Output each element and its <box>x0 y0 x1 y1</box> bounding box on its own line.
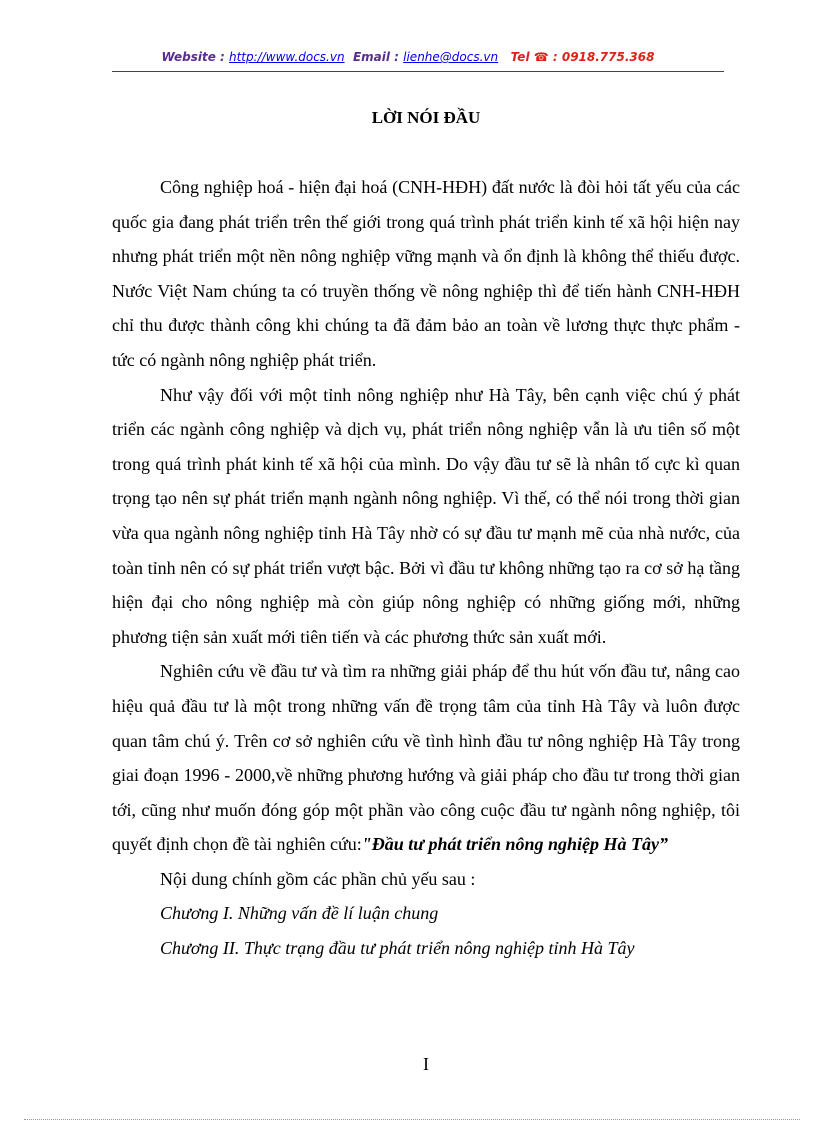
page-bottom-divider <box>24 1119 800 1120</box>
email-link[interactable]: lienhe@docs.vn <box>403 50 499 64</box>
chapter-2: Chương II. Thực trạng đầu tư phát triển nông nghiệp tỉnh Hà Tây <box>160 938 635 959</box>
chapter-1: Chương I. Những vấn đề lí luận chung <box>160 903 439 924</box>
page-header <box>0 50 816 64</box>
telephone-info: Tel ☎ : 0918.775.368 <box>510 50 655 64</box>
paragraph-3-text: Nghiên cứu về đầu tư và tìm ra những giải pháp để thu hút vốn đầu tư, nâng cao hiệu quả đầu tư là một trong những vấn đề trọng tâm của tỉnh Hà Tây và luôn được quan tâm chú ý. Trên cơ sở nghiên cứu về tình hình đầu tư nông nghiệp Hà Tây trong giai đoạn 1996 - 2000,về những phương hướng và giải pháp cho đầu tư trong thời gian tới, cũng như muốn đóng góp một phần vào công cuộc đầu tư ngành nông nghiệp, tôi quyết định chọn đề tài nghiên cứu: <box>112 661 740 855</box>
document-title: LỜI NÓI ĐẦU <box>371 108 481 127</box>
email-label: Email : <box>352 50 404 64</box>
research-topic: "Đầu tư phát triển nông nghiệp Hà Tây” <box>361 834 669 855</box>
paragraph-1: Công nghiệp hoá - hiện đại hoá (CNH-HĐH) đất nước là đòi hỏi tất yếu của các quốc gia đang phát triển trên thế giới trong quá trình phát triển kinh tế xã hội hiện nay nhưng phát triển một nền nông nghiệp vững mạnh và ổn định là không thể thiếu được. Nước Việt Nam chúng ta có truyền thống về nông nghiệp thì để tiến hành CNH-HĐH chỉ thu được thành công khi chúng ta đã đảm bảo an toàn về lương thực thực phẩm - tức có ngành nông nghiệp phát triển. <box>112 177 740 370</box>
document-body <box>112 170 740 966</box>
website-label: Website : <box>161 50 229 64</box>
paragraph-2: Như vậy đối với một tỉnh nông nghiệp như Hà Tây, bên cạnh việc chú ý phát triển các ngành công nghiệp và dịch vụ, phát triển nông nghiệp vẫn là ưu tiên số một trong quá trình phát kinh tế xã hội của mình. Do vậy đầu tư sẽ là nhân tố cực kì quan trọng tạo nên sự phát triển mạnh ngành nông nghiệp. Vì thế, có thể nói trong thời gian vừa qua ngành nông nghiệp tỉnh Hà Tây nhờ có sự đầu tư mạnh mẽ của nhà nước, của toàn tỉnh nên có sự phát triển vượt bậc. Bởi vì đầu tư không những tạo ra cơ sở hạ tầng hiện đại cho nông nghiệp mà còn giúp nông nghiệp có những giống mới, những phương tiện sản xuất mới tiên tiến và các phương thức sản xuất mới. <box>112 384 740 647</box>
header-divider <box>112 71 724 72</box>
page-number: I <box>423 1054 429 1074</box>
website-link[interactable]: http://www.docs.vn <box>229 50 345 64</box>
paragraph-4: Nội dung chính gồm các phần chủ yếu sau : <box>160 868 476 889</box>
paragraph-3 <box>112 654 740 862</box>
